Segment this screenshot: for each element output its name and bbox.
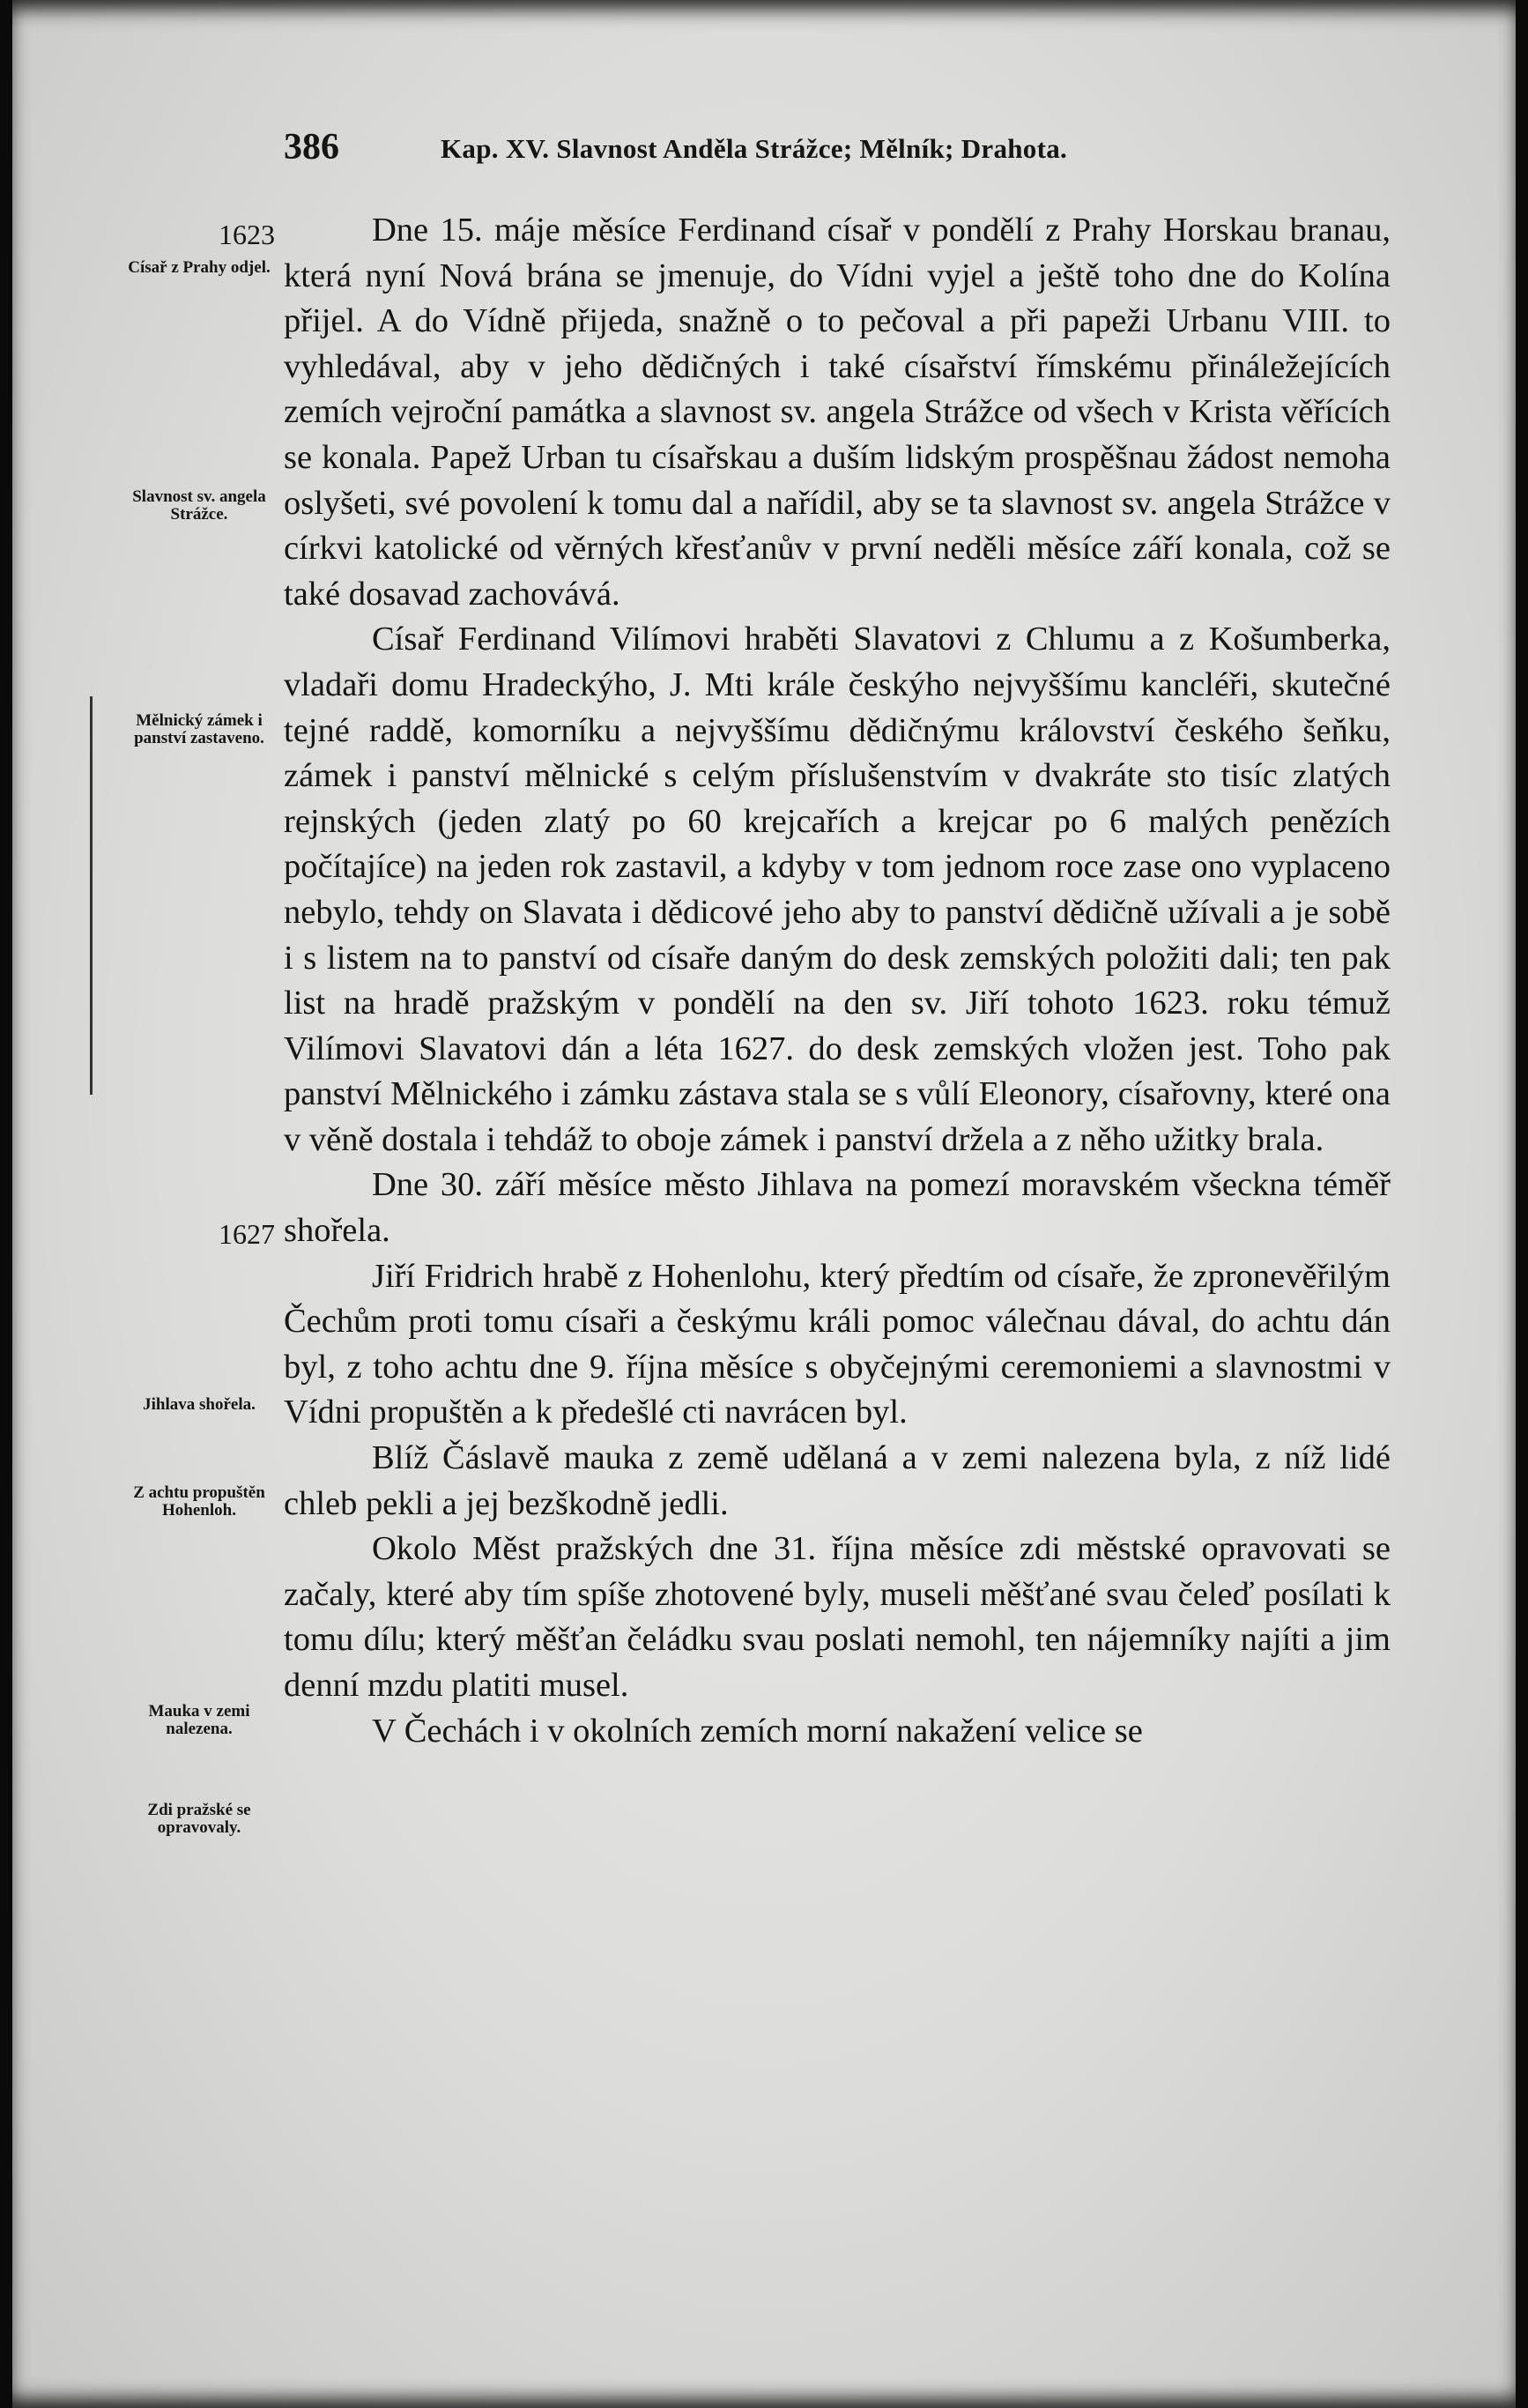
paragraph-5: Blíž Čáslavě mauka z země udělaná a v zemi nalezena byla, z níž lidé chleb pekli a jej bezškodně jedli. xyxy=(284,1439,1391,1522)
margin-note-prague-walls: Zdi pražské se opravovaly. xyxy=(147,1801,251,1837)
margin-notes xyxy=(123,208,275,2059)
page-number: 386 xyxy=(284,127,339,167)
paragraph-2: Císař Ferdinand Vilímovi hraběti Slavatovi z Chlumu a z Košumberka, vladaři domu Hradeckýho, J. Mti krále českýho nejvyššímu kancléři, skutečné tejné raddě, komorníku a nejvyššímu dědičnýmu království českého šeňku, zámek i panství mělnické s celým příslušenstvím v dvakráte sto tisíc zlatých rejnských (jeden zlatý po 60 krejcařích a krejcar po 6 malých penězích počítajíce) na jeden rok zastavil, a kdyby v tom jednom roce zase ono vyplaceno nebylo, tehdy on Slavata i dědicové jeho aby to panství dědičně užívali a je sobě i s listem na to panství od císaře daným do desk zemských položiti dali; ten pak list na hradě pražským v pondělí na den sv. Jiří tohoto 1623. roku témuž Vilímovi Slavatovi dán a léta 1627. do desk zemských vložen jest. Toho pak panství Mělnického i zámku zástava stala se s vůlí Eleonory, císařovny, které ona v věně dostala i tehdáž to oboje zámek i panství držela a z něho užitky brala. xyxy=(284,621,1391,1158)
margin-note-flour-found: Mauka v zemi nalezena. xyxy=(148,1702,250,1738)
margin-note-melnik-pledged: Mělnický zámek i panství zastaveno. xyxy=(134,711,264,747)
paragraph-4: Jiří Fridrich hrabě z Hohenlohu, který předtím od císaře, že zpronevěřilým Čechům proti tomu císaři a českýmu králi pomoc válečnau dával, do achtu dán byl, z toho achtu dne 9. října měsíce s obyčejnými ceremoniemi a slavnostmi v Vídni propuštěn a k předešlé cti navrácen byl. xyxy=(284,1257,1391,1431)
margin-year-1627: 1627 xyxy=(219,1218,275,1250)
margin-bracket-line xyxy=(90,696,93,1095)
margin-note-jihlava-burned: Jihlava shořela. xyxy=(143,1395,256,1414)
margin-note-emperor-left-prague: Císař z Prahy odjel. xyxy=(128,258,271,277)
paragraph-6: Okolo Měst pražských dne 31. října měsíce zdi městské opravovati se začaly, které aby tím spíše zhotovené byly, museli měšťané svau čeleď posílati k tomu dílu; který měšťan čeládku svau poslati nemohl, ten nájemníky najíti a jim denní mzdu platiti musel. xyxy=(284,1530,1391,1704)
scan-border-right xyxy=(1516,0,1528,2408)
page-header xyxy=(284,125,1391,169)
scan-border-left xyxy=(0,0,12,2408)
margin-note-guardian-angel-feast: Slavnost sv. angela Strážce. xyxy=(132,487,266,524)
margin-note-hohenloh-released: Z achtu propuštěn Hohenloh. xyxy=(133,1483,265,1520)
margin-year-1623: 1623 xyxy=(219,219,275,250)
running-head: Kap. XV. Slavnost Anděla Strážce; Mělník; Drahota. xyxy=(441,133,1068,164)
paragraph-7: V Čechách i v okolních zemích morní nakažení velice se xyxy=(372,1712,1143,1750)
paragraph-1: Dne 15. máje měsíce Ferdinand císař v pondělí z Prahy Horskau branau, která nyní Nová brána se jmenuje, do Vídni vyjel a ještě toho dne do Kolína přijel. A do Vídně přijeda, snažně o to pečoval a při papeži Urbanu VIII. to vyhledával, aby v jeho dědičných i také císařství římskému přináležejících zemích vejroční památka a slavnost sv. angela Strážce od všech v Krista věřících se konala. Papež Urban tu císařskau a duším lidským prospěšnau žádost nemoha oslyšeti, své povolení k tomu dal a nařídil, aby se ta slavnost sv. angela Strážce v církvi katolické od věrných křesťanův v první neděli měsíce září konala, což se také dosavad zachovává. xyxy=(284,212,1391,613)
main-text xyxy=(284,208,1391,1754)
paragraph-3: Dne 30. září měsíce město Jihlava na pomezí moravském všeckna téměř shořela. xyxy=(284,1166,1391,1250)
